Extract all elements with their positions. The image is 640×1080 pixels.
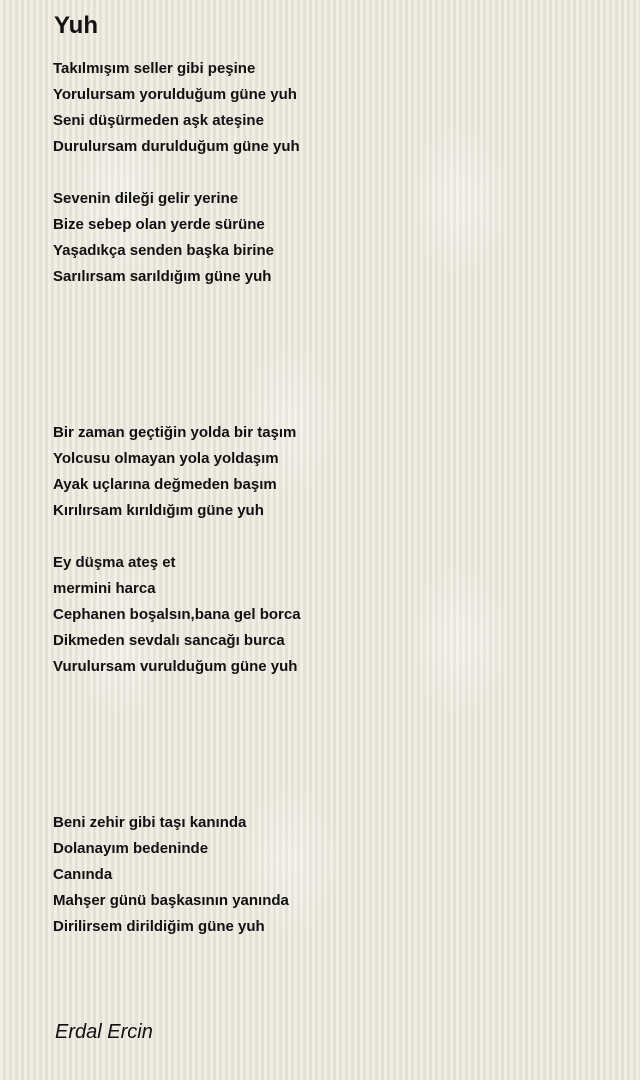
stanza-spacer — [53, 706, 613, 732]
stanza-spacer — [53, 316, 613, 342]
poem-line: Dirilirsem dirildiğim güne yuh — [53, 918, 265, 935]
poem-author: Erdal Ercin — [55, 1021, 153, 1043]
stanza-spacer — [53, 680, 613, 706]
stanza-spacer — [53, 524, 613, 550]
poem-line: Canında — [53, 866, 113, 883]
poem-line: mermini harca — [53, 580, 156, 597]
poem-line: Ayak uçlarına değmeden başım — [53, 476, 277, 493]
poem-body — [53, 56, 613, 940]
poem-line: Yolcusu olmayan yola yoldaşım — [53, 450, 279, 467]
poem-line: Sarılırsam sarıldığım güne yuh — [53, 268, 272, 285]
poem-line: Dikmeden sevdalı sancağı burca — [53, 632, 285, 649]
stanza-spacer — [53, 732, 613, 758]
stanza-spacer — [53, 368, 613, 394]
poem-line: Beni zehir gibi taşı kanında — [53, 814, 247, 831]
stanza-spacer — [53, 394, 613, 420]
poem-line: Durulursam durulduğum güne yuh — [53, 138, 300, 155]
poem-line: Yorulursam yorulduğum güne yuh — [53, 86, 297, 103]
poem-line: Ey düşma ateş et — [53, 554, 176, 571]
poem-container — [53, 10, 613, 940]
poem-line: Cephanen boşalsın,bana gel borca — [53, 606, 301, 623]
poem-line: Sevenin dileği gelir yerine — [53, 190, 239, 207]
poem-line: Mahşer günü başkasının yanında — [53, 892, 289, 909]
poem-line: Vurulursam vurulduğum güne yuh — [53, 658, 298, 675]
stanza-spacer — [53, 290, 613, 316]
stanza-spacer — [53, 758, 613, 784]
poem-line: Bir zaman geçtiğin yolda bir taşım — [53, 424, 297, 441]
poem-line: Takılmışım seller gibi peşine — [53, 60, 256, 77]
stanza-spacer — [53, 342, 613, 368]
stanza-spacer — [53, 784, 613, 810]
poem-line: Kırılırsam kırıldığım güne yuh — [53, 502, 264, 519]
poem-title: Yuh — [54, 12, 99, 39]
poem-line: Seni düşürmeden aşk ateşine — [53, 112, 264, 129]
poem-line: Yaşadıkça senden başka birine — [53, 242, 274, 259]
poem-line: Bize sebep olan yerde sürüne — [53, 216, 265, 233]
stanza-spacer — [53, 160, 613, 186]
poem-line: Dolanayım bedeninde — [53, 840, 209, 857]
